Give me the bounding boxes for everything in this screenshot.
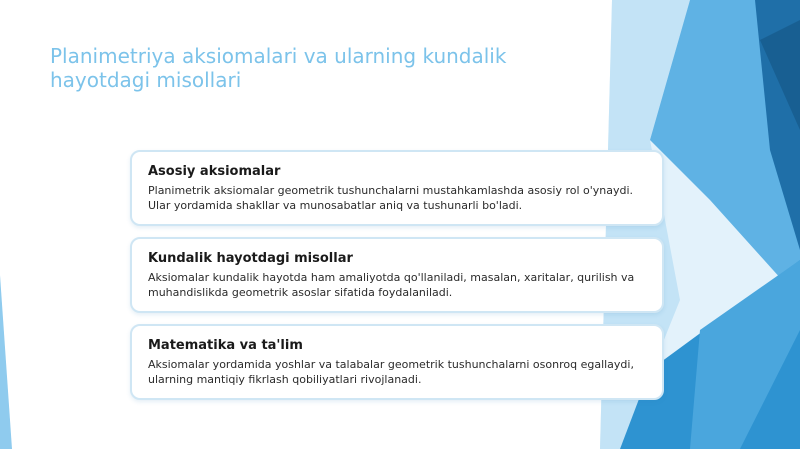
card-daily-examples [130,237,664,313]
card-math-education [130,324,664,400]
card-body: Aksiomalar kundalik hayotda ham amaliyotda qo'llaniladi, masalan, xaritalar, qurilish va muhandislikda geometrik asoslar sifatida foydalaniladi. [148,271,635,299]
card-basic-axioms [130,150,664,226]
card-heading: Asosiy aksiomalar [148,164,281,179]
card-body: Aksiomalar yordamida yoshlar va talabalar geometrik tushunchalarni osonroq egallaydi, ularning mantiqiy fikrlash qobiliyatlari rivojlanadi. [148,358,634,386]
left-edge-shape [0,275,12,449]
card-heading: Kundalik hayotdagi misollar [148,251,353,266]
card-heading: Matematika va ta'lim [148,338,303,353]
card-body: Planimetrik aksiomalar geometrik tushunchalarni mustahkamlashda asosiy rol o'ynaydi. Ular yordamida shakllar va munosabatlar aniq va tushunarli bo'ladi. [148,184,634,212]
slide-title: Planimetriya aksiomalari va ularning kundalik hayotdagi misollari [50,44,507,92]
